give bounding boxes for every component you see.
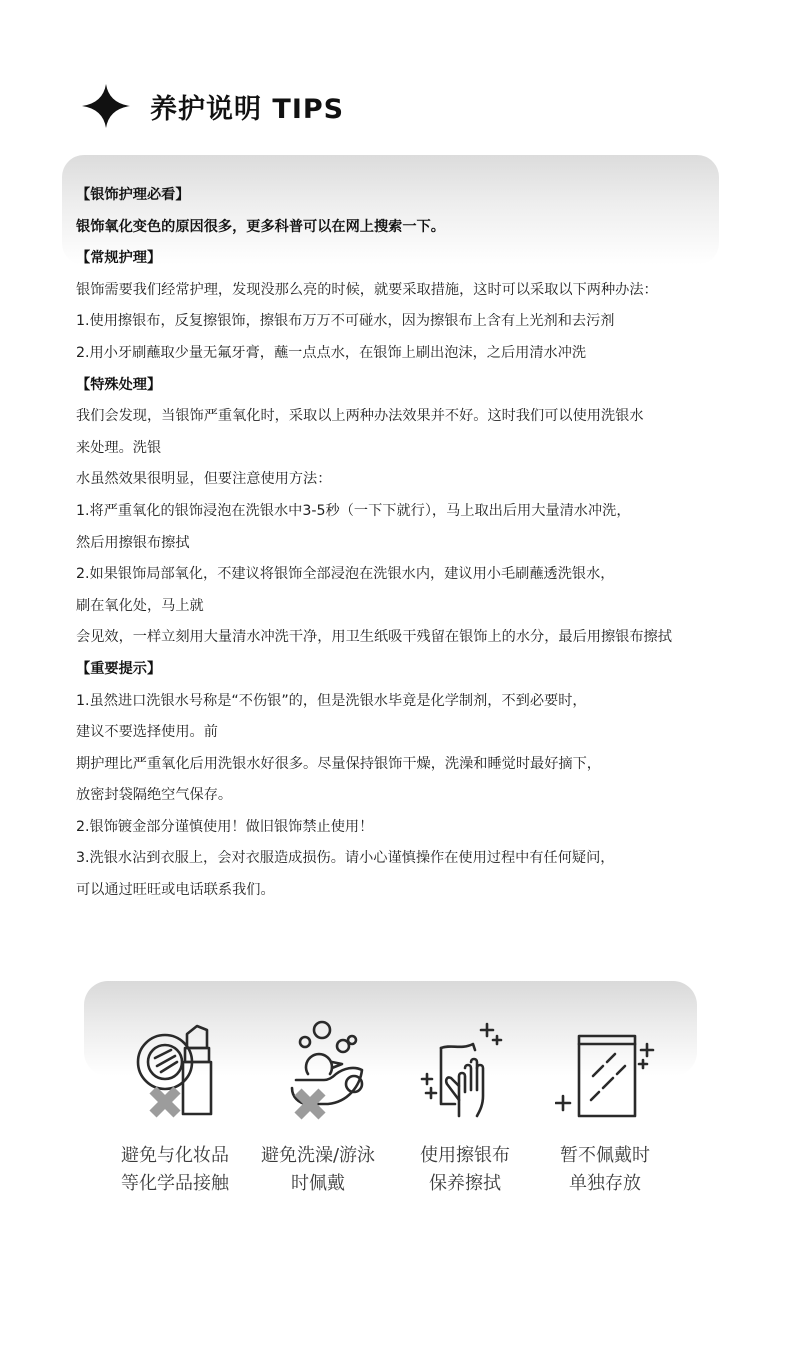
text-line: 建议不要选择使用。前: [76, 724, 218, 741]
text-line: 会见效，一样立刻用大量清水冲洗干净，用卫生纸吸干残留在银饰上的水分，最后用擦银布擦拭: [76, 629, 672, 646]
text-line: 然后用擦银布擦拭: [76, 534, 190, 551]
care-item-sealed-bag: [530, 1020, 680, 1198]
four-point-star-icon: [82, 84, 130, 128]
care-caption: 暂不佩戴时 单独存放: [560, 1145, 650, 1194]
section-heading: 【特殊处理】: [76, 376, 162, 393]
section-heading: 【常规护理】: [76, 250, 162, 267]
care-instructions-text: [76, 180, 736, 907]
text-line: 1.将严重氧化的银饰浸泡在洗银水中3-5秒（一下下就行），马上取出后用大量清水冲洗，: [76, 502, 631, 519]
text-line: 银饰需要我们经常护理，发现没那么亮的时候，就要采取措施，这时可以采取以下两种办法：: [76, 281, 658, 298]
text-line: 3.洗银水沾到衣服上，会对衣服造成损伤。请小心谨慎操作在使用过程中有任何疑问，: [76, 850, 615, 867]
text-line: 可以通过旺旺或电话联系我们。: [76, 882, 275, 899]
text-line: 放密封袋隔绝空气保存。: [76, 787, 233, 804]
bath-duck-crossed-icon: [268, 1020, 368, 1120]
text-line: 期护理比严重氧化后用洗银水好很多。尽量保持银饰干燥，洗澡和睡觉时最好摘下，: [76, 755, 601, 772]
page-title: 养护说明 TIPS: [150, 93, 345, 125]
text-line: 水虽然效果很明显，但要注意使用方法：: [76, 471, 332, 488]
cosmetics-crossed-icon: [125, 1020, 225, 1120]
care-item-bath: [243, 1020, 393, 1198]
care-caption: 避免洗澡/游泳 时佩戴: [260, 1145, 376, 1194]
care-caption: 使用擦银布 保养擦拭: [420, 1145, 510, 1194]
text-line: 刷在氧化处，马上就: [76, 597, 204, 614]
intro-text: 银饰氧化变色的原因很多，更多科普可以在网上搜索一下。: [76, 218, 445, 235]
section-heading: 【重要提示】: [76, 660, 162, 677]
text-line: 2.用小牙刷蘸取少量无氟牙膏，蘸一点点水，在银饰上刷出泡沫，之后用清水冲洗: [76, 344, 587, 361]
page-header: [82, 84, 344, 128]
care-item-polishing-cloth: [390, 1020, 540, 1198]
text-line: 2.如果银饰局部氧化，不建议将银饰全部浸泡在洗银水内，建议用小毛刷蘸透洗银水，: [76, 566, 615, 583]
text-line: 1.使用擦银布，反复擦银饰，擦银布万万不可碰水，因为擦银布上含有上光剂和去污剂: [76, 313, 615, 330]
text-line: 我们会发现，当银饰严重氧化时，采取以上两种办法效果并不好。这时我们可以使用洗银水: [76, 408, 644, 425]
section-heading: 【银饰护理必看】: [76, 187, 190, 203]
care-item-cosmetics: [100, 1020, 250, 1198]
text-line: 1.虽然进口洗银水号称是“不伤银”的，但是洗银水毕竟是化学制剂，不到必要时，: [76, 692, 587, 709]
care-caption: 避免与化妆品 等化学品接触: [121, 1145, 229, 1194]
polishing-cloth-hand-icon: [415, 1020, 515, 1120]
text-line: 2.银饰镀金部分谨慎使用！做旧银饰禁止使用！: [76, 818, 374, 835]
sealed-bag-icon: [555, 1020, 655, 1120]
text-line: 来处理。洗银: [76, 439, 162, 456]
